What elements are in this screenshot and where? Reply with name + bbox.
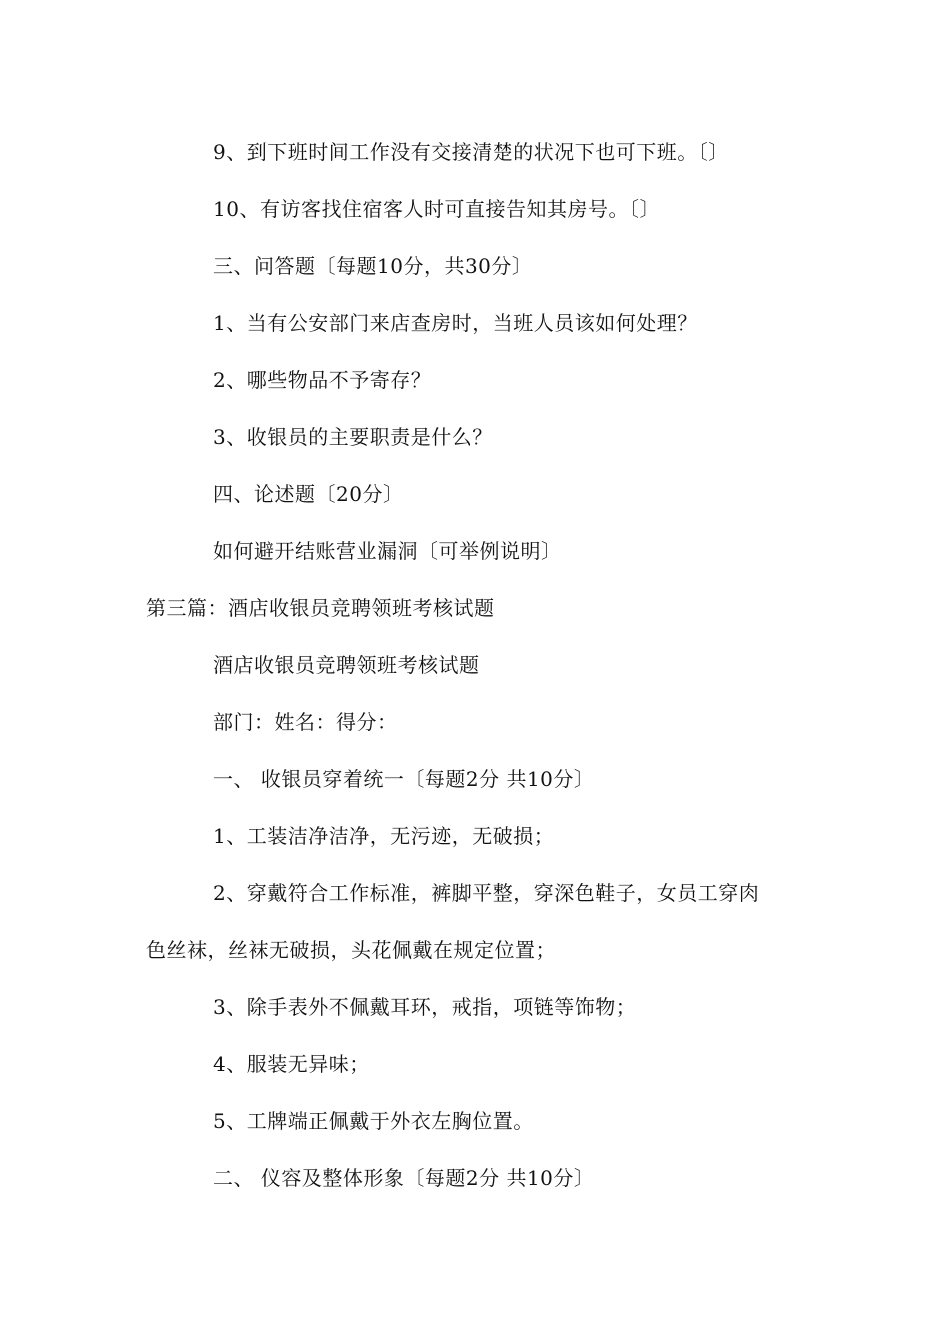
essay-question: 如何避开结账营业漏洞〔可举例说明〕 — [213, 539, 562, 563]
question-10: 10、有访客找住宿客人时可直接告知其房号。〔〕 — [213, 197, 660, 221]
item-2: 2、穿戴符合工作标准，裤脚平整，穿深色鞋子，女员工穿肉 — [213, 881, 760, 905]
item-4: 4、服装无异味； — [213, 1052, 370, 1076]
qa-question-3: 3、收银员的主要职责是什么？ — [213, 425, 493, 449]
part-2-heading: 二、 仪容及整体形象〔每题2分 共10分〕 — [213, 1166, 595, 1190]
item-2-continued: 色丝袜，丝袜无破损，头花佩戴在规定位置； — [146, 938, 556, 962]
qa-question-2: 2、哪些物品不予寄存？ — [213, 368, 432, 392]
chapter-title: 第三篇：酒店收银员竞聘领班考核试题 — [146, 596, 495, 620]
item-5: 5、工牌端正佩戴于外衣左胸位置。 — [213, 1109, 534, 1133]
item-1: 1、工装洁净洁净，无污迹，无破损； — [213, 824, 555, 848]
question-9: 9、到下班时间工作没有交接清楚的状况下也可下班。〔〕 — [213, 140, 729, 164]
item-3: 3、除手表外不佩戴耳环，戒指，项链等饰物； — [213, 995, 637, 1019]
exam-title: 酒店收银员竞聘领班考核试题 — [213, 653, 480, 677]
exam-info-fields: 部门：姓名：得分： — [213, 710, 398, 734]
qa-question-1: 1、当有公安部门来店查房时，当班人员该如何处理？ — [213, 311, 698, 335]
section-4-heading: 四、论述题〔20分〕 — [213, 482, 404, 506]
part-1-heading: 一、 收银员穿着统一〔每题2分 共10分〕 — [213, 767, 595, 791]
section-3-heading: 三、问答题〔每题10分，共30分〕 — [213, 254, 533, 278]
